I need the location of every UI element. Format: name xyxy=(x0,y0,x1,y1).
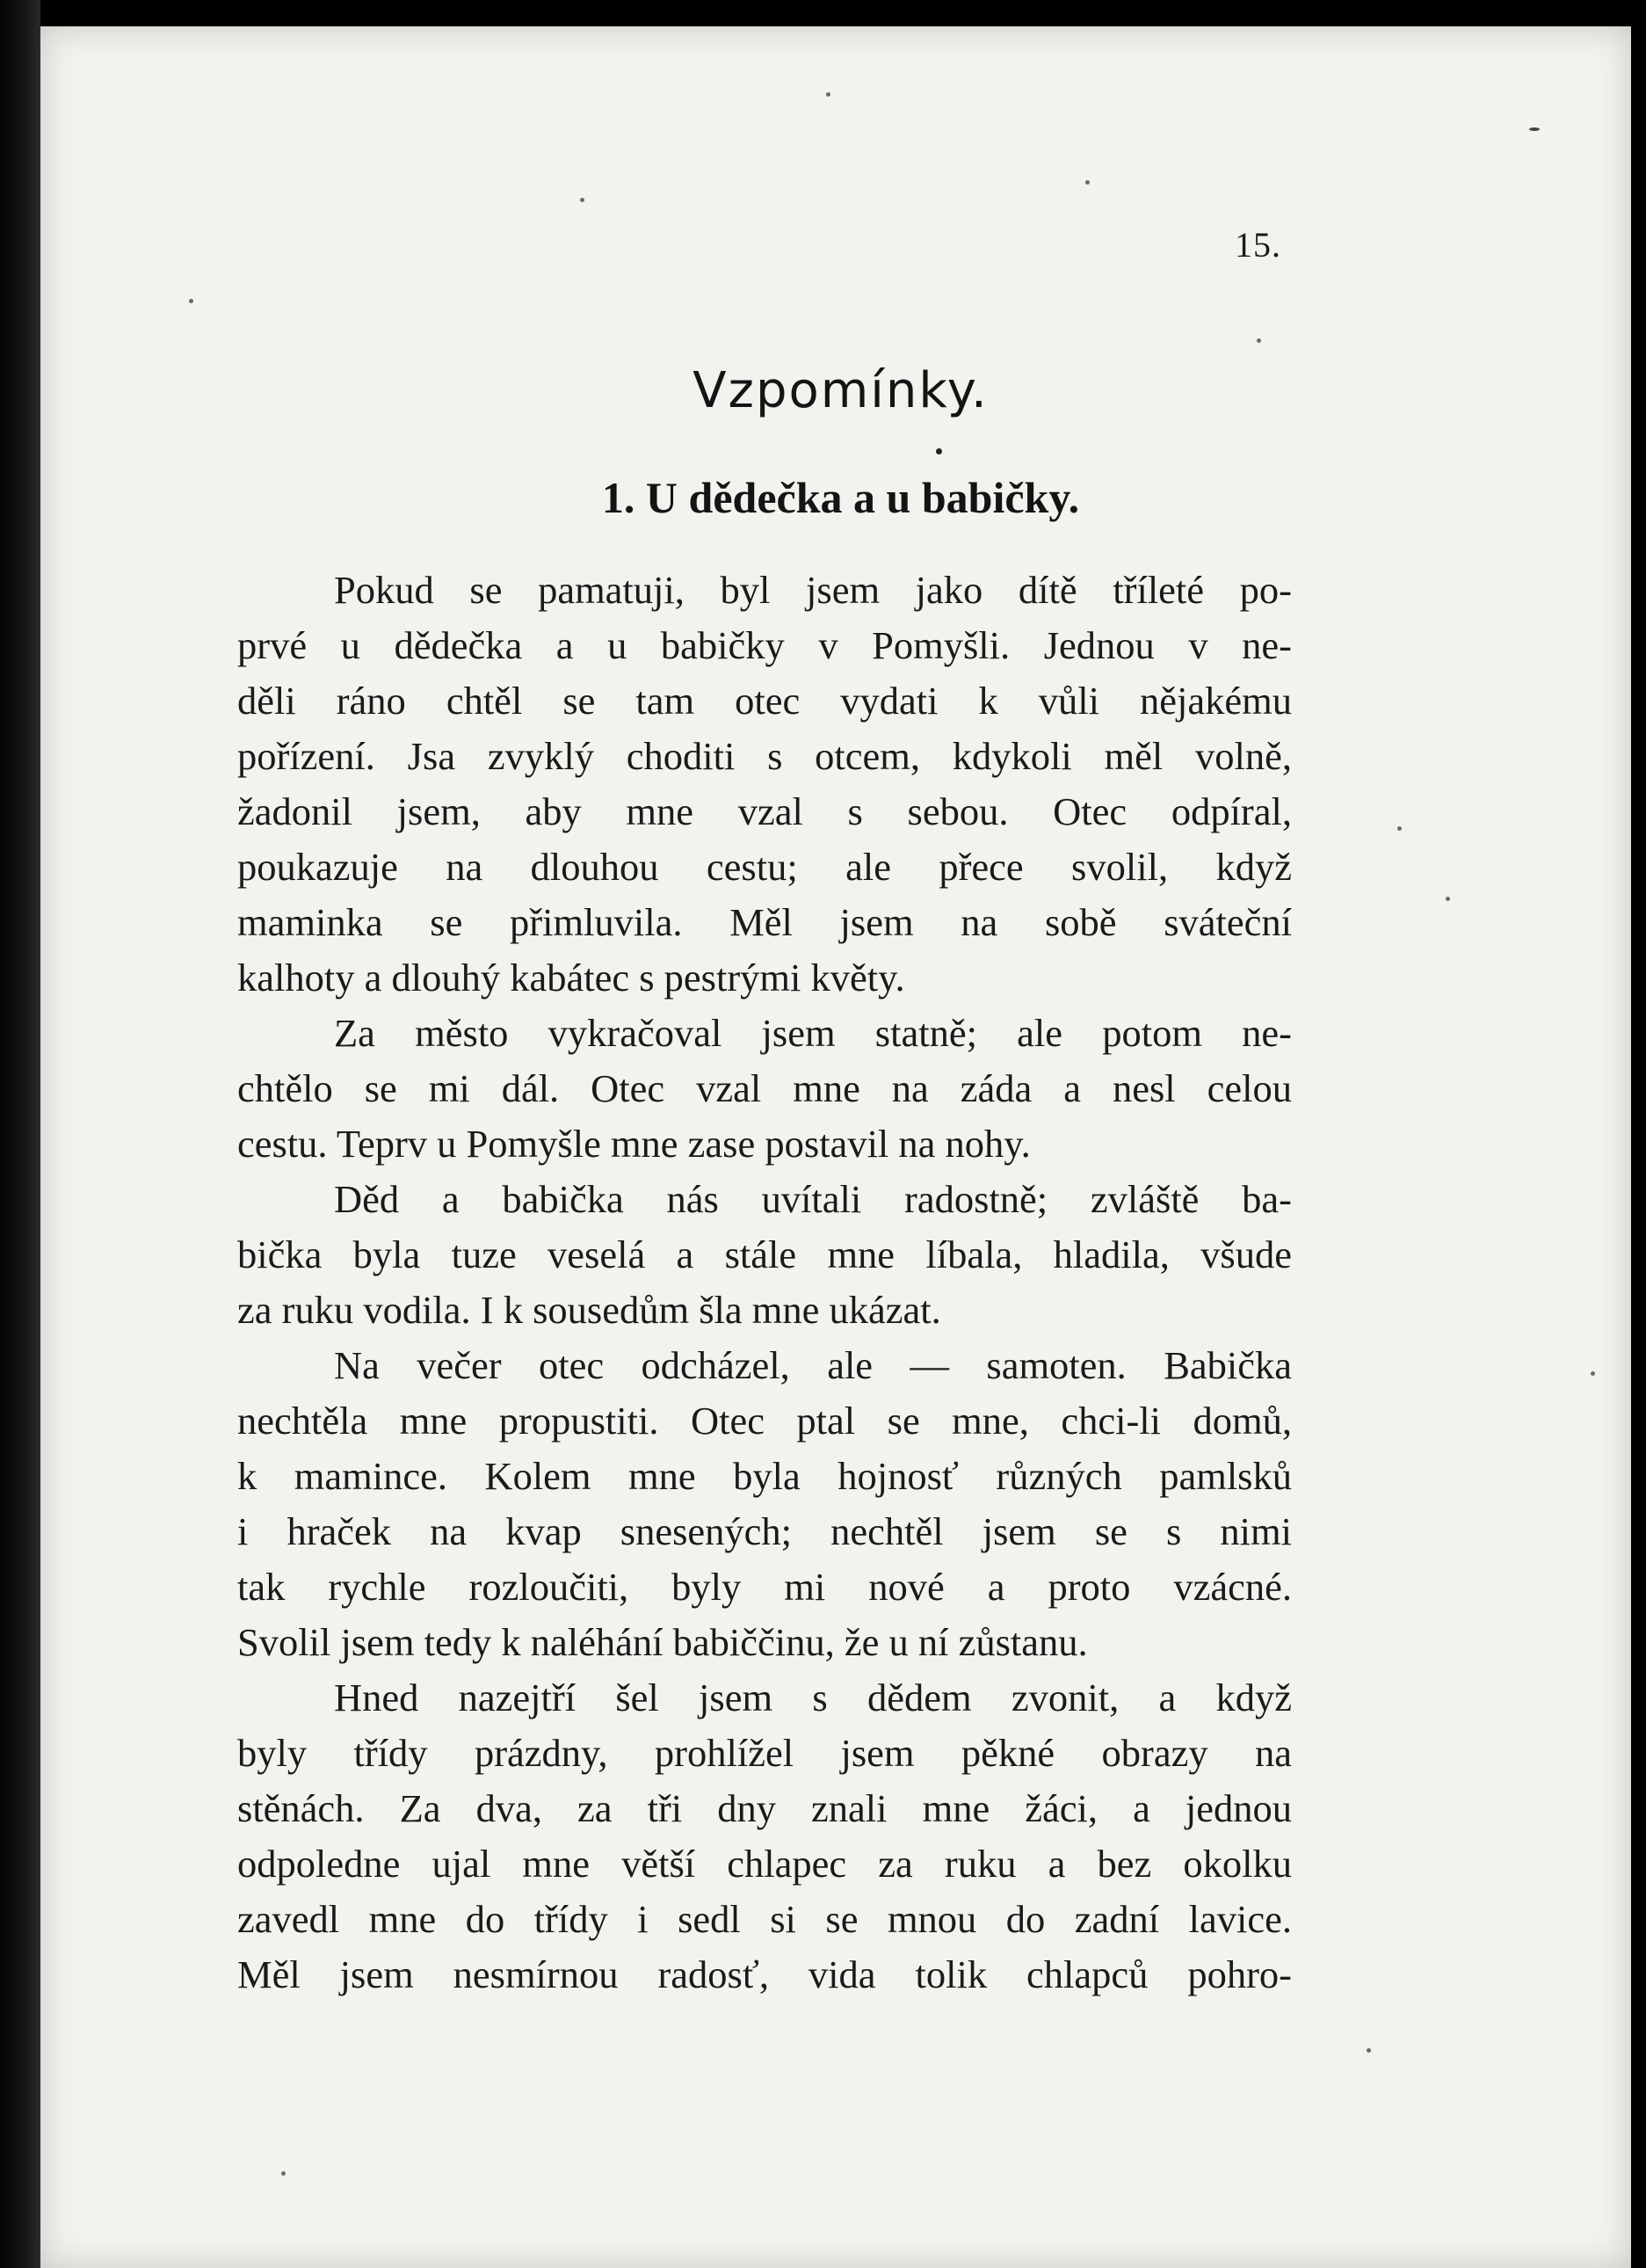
text-line: Pokud se pamatuji, byl jsem jako dítě tříleté po- xyxy=(334,568,1292,612)
text-line: odpoledne ujal mne větší chlapec za ruku a bez okolku xyxy=(237,1842,1292,1886)
scan-speck xyxy=(936,448,942,454)
body-text xyxy=(237,563,1292,2003)
text-line: Na večer otec odcházel, ale — samoten. Babička xyxy=(334,1343,1292,1387)
text-line: poukazuje na dlouhou cestu; ale přece svolil, když xyxy=(237,845,1292,889)
scan-speck xyxy=(1367,2048,1371,2053)
text-line: prvé u dědečka a u babičky v Pomyšli. Jednou v ne- xyxy=(237,623,1292,667)
book-spine-shadow xyxy=(0,0,40,2268)
scan-speck xyxy=(1446,897,1450,901)
scan-speck xyxy=(826,92,830,97)
text-line: pořízení. Jsa zvyklý choditi s otcem, kdykoli měl volně, xyxy=(237,734,1292,778)
scan-speck xyxy=(1397,826,1402,831)
text-line: Svolil jsem tedy k naléhání babiččinu, že u ní zůstanu. xyxy=(237,1620,1088,1664)
text-line: chtělo se mi dál. Otec vzal mne na záda a nesl celou xyxy=(237,1066,1292,1110)
text-line: cestu. Teprv u Pomyšle mne zase postavil na nohy. xyxy=(237,1122,1031,1166)
text-line: nechtěla mne propustiti. Otec ptal se mne, chci-li domů, xyxy=(237,1399,1292,1443)
scan-speck xyxy=(1529,127,1540,131)
scan-speck xyxy=(1591,1371,1595,1376)
paragraph xyxy=(237,1670,1292,2003)
chapter-title: Vzpomínky. xyxy=(692,362,989,419)
text-line: stěnách. Za dva, za tři dny znali mne žáci, a jednou xyxy=(237,1786,1292,1830)
text-line: za ruku vodila. I k sousedům šla mne ukázat. xyxy=(237,1288,941,1332)
text-line: zavedl mne do třídy i sedl si se mnou do zadní lavice. xyxy=(237,1897,1292,1941)
text-line: žadonil jsem, aby mne vzal s sebou. Otec odpíral, xyxy=(237,789,1292,833)
section-title: 1. U dědečka a u babičky. xyxy=(601,473,1080,522)
text-line: k mamince. Kolem mne byla hojnosť různých pamlsků xyxy=(237,1454,1292,1498)
text-line: Měl jsem nesmírnou radosť, vida tolik chlapců pohro- xyxy=(237,1952,1292,1996)
paragraph xyxy=(237,1006,1292,1172)
scan-speck xyxy=(281,2171,286,2176)
text-line: děli ráno chtěl se tam otec vydati k vůli nějakému xyxy=(237,679,1292,723)
paragraph xyxy=(237,1172,1292,1338)
text-line: kalhoty a dlouhý kabátec s pestrými květy. xyxy=(237,956,905,1000)
page-number: 15. xyxy=(1235,225,1281,265)
scan-speck xyxy=(189,299,193,303)
text-line: i hraček na kvap snesených; nechtěl jsem se s nimi xyxy=(237,1509,1292,1553)
text-line: tak rychle rozloučiti, byly mi nové a proto vzácné. xyxy=(237,1565,1292,1609)
paragraph xyxy=(237,1338,1292,1670)
text-line: bička byla tuze veselá a stále mne líbala, hladila, všude xyxy=(237,1232,1292,1276)
paragraph xyxy=(237,563,1292,1006)
scan-speck xyxy=(1085,180,1090,185)
text-line: Za město vykračoval jsem statně; ale potom ne- xyxy=(334,1011,1292,1055)
scan-speck xyxy=(580,198,584,202)
text-line: Děd a babička nás uvítali radostně; zvláště ba- xyxy=(334,1177,1292,1221)
scan-speck xyxy=(1257,338,1261,343)
text-line: byly třídy prázdny, prohlížel jsem pěkné obrazy na xyxy=(237,1731,1292,1775)
text-line: Hned nazejtří šel jsem s dědem zvonit, a když xyxy=(334,1676,1292,1719)
text-line: maminka se přimluvila. Měl jsem na sobě sváteční xyxy=(237,900,1292,944)
